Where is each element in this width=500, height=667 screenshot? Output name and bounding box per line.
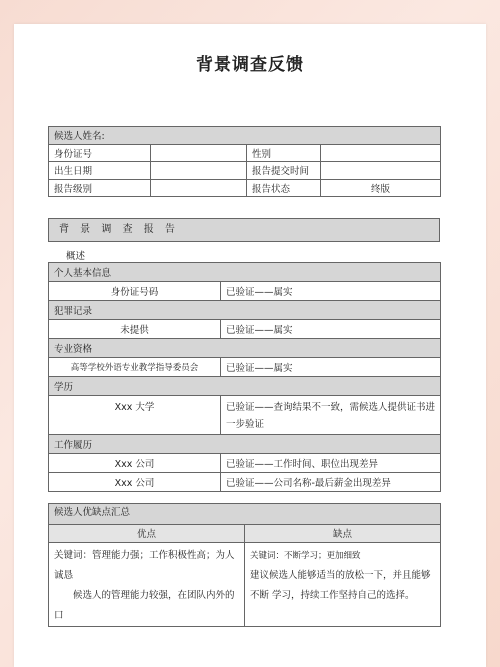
pros-header: 优点	[49, 525, 245, 543]
table-row	[49, 542, 441, 626]
education-result: 已验证——查询结果不一致，需候选人提供证书进一步验证	[221, 396, 441, 435]
table-row	[49, 282, 441, 301]
personal-item: 身份证号码	[49, 282, 221, 301]
qualification-result: 已验证——属实	[221, 358, 441, 377]
gender-value-cell	[321, 144, 441, 162]
document-title: 背景调查反馈	[196, 55, 304, 75]
submit-time-label: 报告提交时间	[247, 162, 321, 180]
cons-detail: 建议候选人能够适当的放松一下，并且能够不断 学习，持续工作坚持自己的选择。	[250, 569, 431, 601]
status-label: 报告状态	[247, 179, 321, 197]
section-education: 学历	[49, 377, 441, 396]
gender-label: 性别	[247, 144, 321, 162]
table-row	[49, 358, 441, 377]
cons-header: 缺点	[245, 525, 441, 543]
id-value-cell	[151, 144, 247, 162]
overview-label: 概述	[66, 251, 86, 262]
work2-result: 已验证——公司名称-最后薪金出现差异	[221, 473, 441, 492]
id-label: 身份证号	[49, 144, 151, 162]
report-section-title: 背 景 调 查 报 告	[48, 218, 440, 242]
cons-keywords: 关键词：不断学习；更加细致	[250, 550, 361, 561]
section-work: 工作履历	[49, 435, 441, 454]
criminal-result: 已验证——属实	[221, 320, 441, 339]
personal-result: 已验证——属实	[221, 282, 441, 301]
work1-item: Xxx 公司	[49, 454, 221, 473]
section-criminal: 犯罪记录	[49, 301, 441, 320]
qualification-item: 高等学校外语专业教学指导委员会	[49, 358, 221, 377]
status-value: 终版	[321, 179, 441, 197]
table-row	[49, 525, 441, 543]
table-row	[49, 127, 441, 145]
table-row	[49, 396, 441, 435]
birth-value-cell	[151, 162, 247, 180]
pros-cell	[49, 542, 245, 626]
table-row	[49, 320, 441, 339]
level-value-cell	[151, 179, 247, 197]
summary-table	[48, 503, 441, 627]
level-label: 报告级别	[49, 179, 151, 197]
education-item: Xxx 大学	[49, 396, 221, 435]
basic-info-table	[48, 126, 441, 197]
table-row	[49, 179, 441, 197]
table-row	[49, 162, 441, 180]
section-qualification: 专业资格	[49, 339, 441, 358]
pros-detail: 候选人的管理能力较强，在团队内外的口	[54, 589, 235, 621]
pros-keywords: 关键词：管理能力强；工作积极性高；为人诚恳	[54, 549, 235, 581]
table-row	[49, 144, 441, 162]
criminal-item: 未提供	[49, 320, 221, 339]
table-row	[49, 473, 441, 492]
birth-label: 出生日期	[49, 162, 151, 180]
candidate-name-label: 候选人姓名:	[49, 127, 441, 145]
work1-result: 已验证——工作时间、职位出现差异	[221, 454, 441, 473]
cons-cell	[245, 542, 441, 626]
section-personal: 个人基本信息	[49, 263, 441, 282]
summary-title: 候选人优缺点汇总	[49, 504, 441, 525]
submit-time-value-cell	[321, 162, 441, 180]
report-table	[48, 262, 441, 492]
table-row	[49, 454, 441, 473]
work2-item: Xxx 公司	[49, 473, 221, 492]
